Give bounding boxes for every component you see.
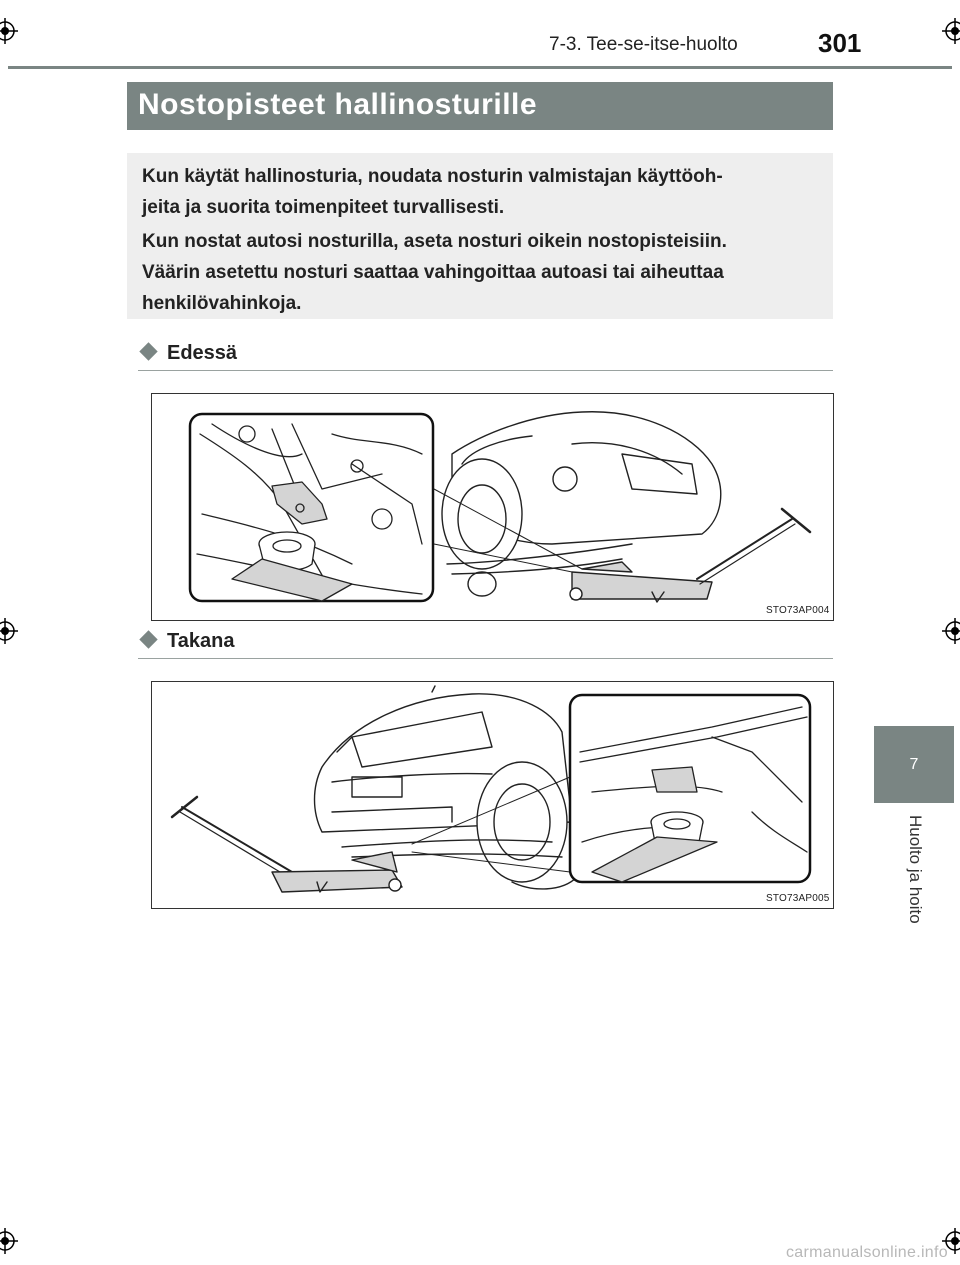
subsection-rule [138,370,833,371]
registration-mark-icon [0,18,18,44]
page-number: 301 [818,28,862,58]
diamond-bullet-icon [139,630,157,648]
intro-line: jeita ja suorita toimenpiteet turvallisesti. [142,197,505,218]
figure-code: STO73AP004 [766,605,830,616]
subsection-heading-rear: Takana [140,630,234,653]
watermark: carmanualsonline.info [786,1244,948,1261]
section-title: 7-3. Tee-se-itse-huolto [549,34,738,55]
intro-line: Kun nostat autosi nosturilla, aseta nosturi oikein nostopisteisiin. [142,231,727,252]
figure-front-jack-point [151,393,834,621]
diamond-bullet-icon [139,342,157,360]
page-title: Nostopisteet hallinosturille [138,88,538,121]
subsection-rule [138,658,833,659]
registration-mark-icon [0,618,18,644]
intro-line: Kun käytät hallinosturia, noudata nosturin valmistajan käyttöoh- [142,166,723,187]
figure-code: STO73AP005 [766,893,830,904]
chapter-tab [874,726,954,803]
registration-mark-icon [942,618,960,644]
header-rule [8,66,952,69]
registration-mark-icon [0,1228,18,1254]
chapter-label: Huolto ja hoito [906,815,925,924]
intro-box [127,153,833,319]
title-banner [127,82,833,130]
subsection-heading-front: Edessä [140,342,237,365]
intro-line: henkilövahinkoja. [142,293,302,314]
chapter-number: 7 [909,756,919,773]
figure-rear-jack-point [151,681,834,909]
registration-mark-icon [942,18,960,44]
rear-jack-illustration [152,682,833,908]
intro-line: Väärin asetettu nosturi saattaa vahingoittaa autoasi tai aiheuttaa [142,262,724,283]
front-jack-illustration [152,394,833,620]
